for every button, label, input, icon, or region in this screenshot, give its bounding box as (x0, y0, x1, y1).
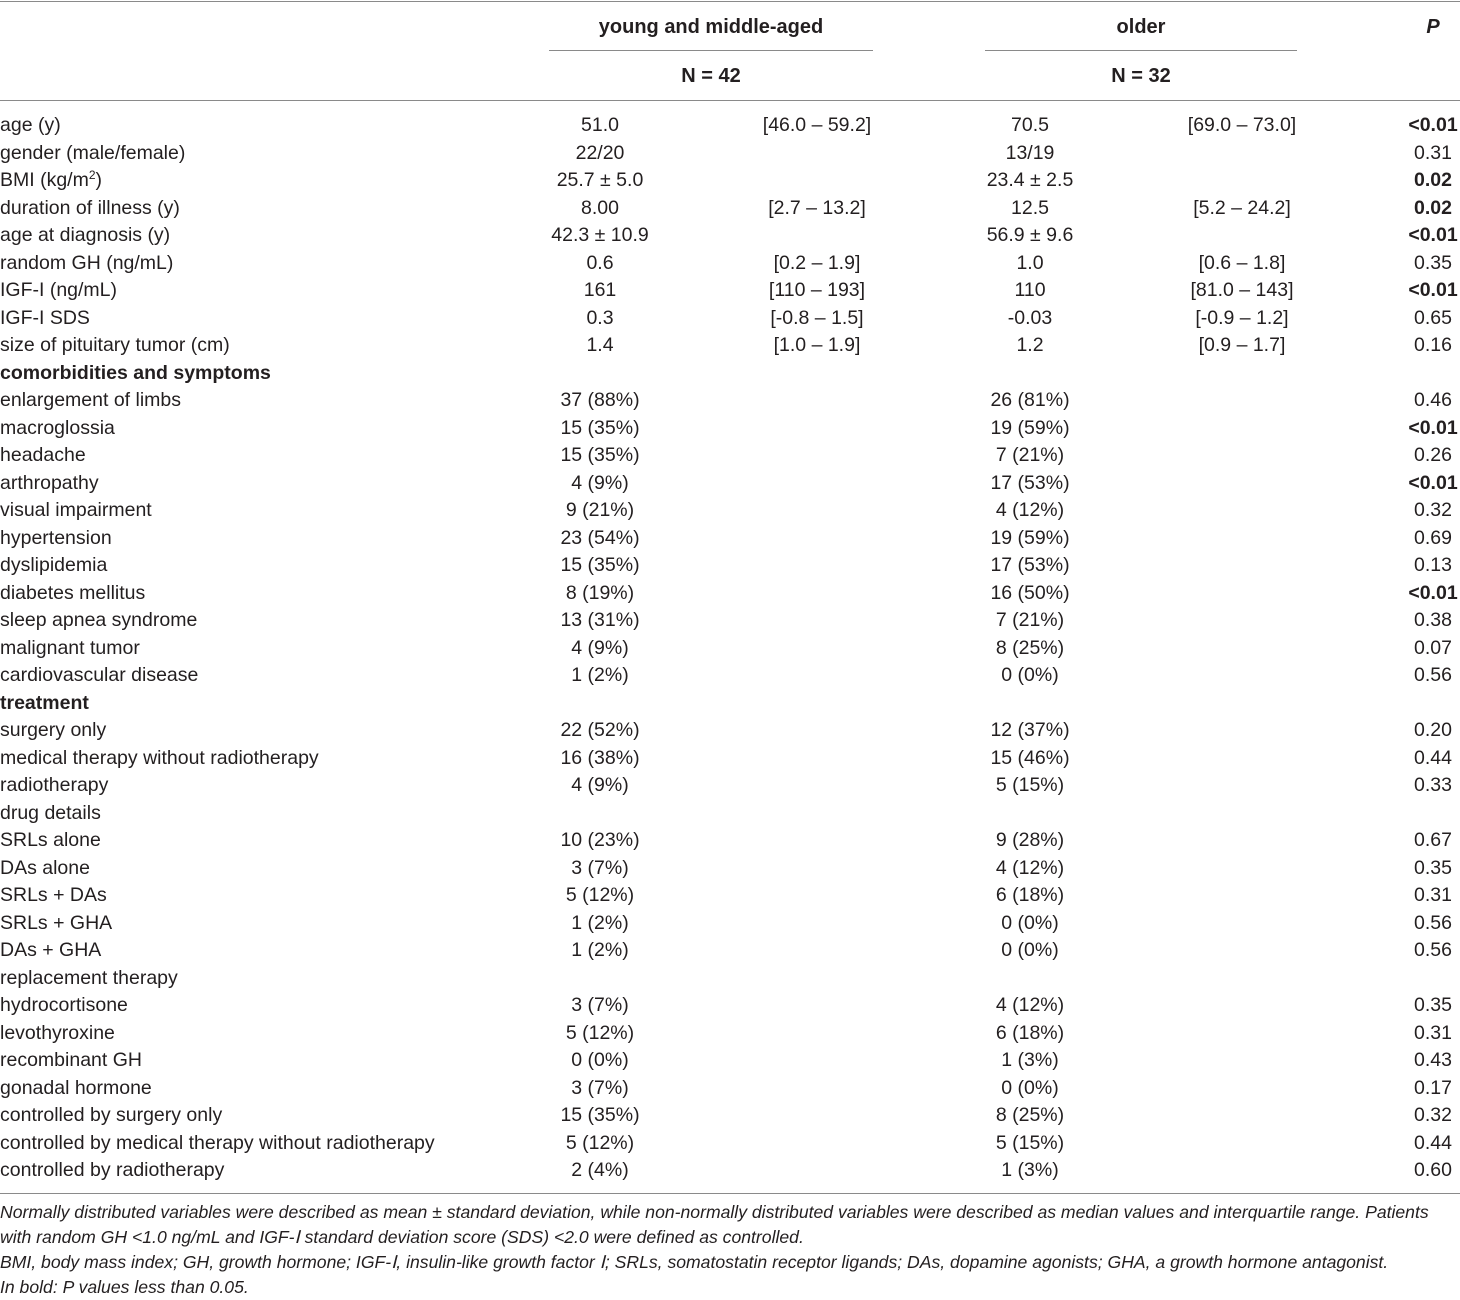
older-range: [69.0 – 73.0] (1187, 114, 1297, 137)
row-label (0, 167, 520, 195)
older-value: 56.9 ± 9.6 (986, 224, 1074, 247)
row-label: random GH (ng/mL) (0, 251, 174, 274)
header-older-n: N = 32 (1111, 65, 1171, 87)
young-middle-aged-value: 13 (31%) (560, 609, 640, 632)
older-value: 5 (15%) (995, 774, 1065, 797)
young-middle-aged-range: [1.0 – 1.9] (773, 334, 861, 357)
table-row (0, 937, 1460, 965)
young-middle-aged-value: 25.7 ± 5.0 (556, 169, 644, 192)
older-value: 17 (53%) (990, 554, 1070, 577)
header-young-middle-aged-underline (549, 50, 873, 51)
older-value: 9 (28%) (995, 829, 1065, 852)
table-row (0, 140, 1460, 168)
young-middle-aged-value: 51.0 (581, 114, 619, 137)
p-value: <0.01 (1408, 581, 1458, 604)
header-p-value: P (1426, 16, 1440, 38)
p-value: 0.32 (1414, 1104, 1452, 1127)
row-label-text: BMI (kg/m (0, 169, 89, 192)
table-row (0, 250, 1460, 278)
older-value: 16 (50%) (990, 581, 1070, 604)
table-row (0, 277, 1460, 305)
header-older: older (1116, 16, 1166, 38)
row-label: DAs alone (0, 856, 90, 879)
older-value: 23.4 ± 2.5 (986, 169, 1074, 192)
footnote-line: Normally distributed variables were described as mean ± standard deviation, while non-normally distributed variables were described as median values and interquartile range. Patients (0, 1202, 1429, 1222)
young-middle-aged-value: 9 (21%) (565, 499, 635, 522)
row-label: gender (male/female) (0, 141, 186, 164)
p-value: 0.65 (1414, 306, 1452, 329)
young-middle-aged-value: 22 (52%) (560, 719, 640, 742)
young-middle-aged-range: [0.2 – 1.9] (773, 251, 861, 274)
table-row (0, 470, 1460, 498)
table-row (0, 745, 1460, 773)
older-value: 12.5 (1011, 196, 1049, 219)
table-row (0, 222, 1460, 250)
older-value: 4 (12%) (995, 994, 1065, 1017)
row-label: radiotherapy (0, 774, 109, 797)
table-row (0, 607, 1460, 635)
older-value: 0 (0%) (1001, 1076, 1059, 1099)
p-value: <0.01 (1408, 224, 1458, 247)
p-value: 0.32 (1414, 499, 1452, 522)
older-range: [-0.9 – 1.2] (1195, 306, 1289, 329)
young-middle-aged-value: 161 (583, 279, 617, 302)
table-row (0, 1075, 1460, 1103)
young-middle-aged-value: 0.6 (586, 251, 614, 274)
p-value: 0.02 (1414, 196, 1452, 219)
table-row (0, 525, 1460, 553)
footnote-line: BMI, body mass index; GH, growth hormone; IGF-Ⅰ, insulin-like growth factor Ⅰ; SRLs, somatostatin receptor ligands; DAs, dopamine agonists; GHA, a growth hormone antagonist. (0, 1252, 1389, 1272)
older-value: 70.5 (1011, 114, 1049, 137)
row-label: duration of illness (y) (0, 196, 180, 219)
row-label: enlargement of limbs (0, 389, 182, 412)
p-value: 0.17 (1414, 1076, 1452, 1099)
young-middle-aged-value: 1 (2%) (571, 911, 629, 934)
table-top-rule (0, 1, 1460, 2)
young-middle-aged-value: 5 (12%) (565, 1131, 635, 1154)
row-label: IGF-I SDS (0, 306, 90, 329)
table-row (0, 552, 1460, 580)
p-value: 0.31 (1414, 1021, 1452, 1044)
row-label: arthropathy (0, 471, 99, 494)
p-value: 0.56 (1414, 939, 1452, 962)
young-middle-aged-value: 23 (54%) (560, 526, 640, 549)
p-value: 0.07 (1414, 636, 1452, 659)
older-range: [5.2 – 24.2] (1193, 196, 1291, 219)
young-middle-aged-value: 4 (9%) (571, 774, 629, 797)
row-label: size of pituitary tumor (cm) (0, 334, 230, 357)
table-row (0, 112, 1460, 140)
older-value: 26 (81%) (990, 389, 1070, 412)
older-value: 0 (0%) (1001, 664, 1059, 687)
p-value: <0.01 (1408, 471, 1458, 494)
row-label: age at diagnosis (y) (0, 224, 171, 247)
young-middle-aged-value: 0.3 (586, 306, 614, 329)
table-footnotes (0, 1200, 1460, 1300)
young-middle-aged-range: [110 – 193] (768, 279, 866, 302)
young-middle-aged-value: 37 (88%) (560, 389, 640, 412)
p-value: 0.46 (1414, 389, 1452, 412)
young-middle-aged-value: 0 (0%) (571, 1049, 629, 1072)
p-value: <0.01 (1408, 416, 1458, 439)
footnote-line: In bold: P values less than 0.05. (0, 1277, 249, 1297)
older-value: 4 (12%) (995, 499, 1065, 522)
row-label: recombinant GH (0, 1049, 142, 1072)
young-middle-aged-value: 5 (12%) (565, 884, 635, 907)
older-value: 13/19 (1005, 141, 1055, 164)
row-label: surgery only (0, 719, 107, 742)
p-value: 0.44 (1414, 746, 1452, 769)
older-value: 19 (59%) (990, 526, 1070, 549)
p-value: 0.60 (1414, 1159, 1452, 1182)
p-value: 0.02 (1414, 169, 1452, 192)
p-value: 0.16 (1414, 334, 1452, 357)
older-value: -0.03 (1007, 306, 1053, 329)
young-middle-aged-value: 15 (35%) (560, 416, 640, 439)
table-row (0, 882, 1460, 910)
older-value: 0 (0%) (1001, 911, 1059, 934)
older-value: 4 (12%) (995, 856, 1065, 879)
young-middle-aged-value: 1 (2%) (571, 664, 629, 687)
table-row (0, 195, 1460, 223)
young-middle-aged-value: 3 (7%) (571, 994, 629, 1017)
table-row (0, 1020, 1460, 1048)
row-label: macroglossia (0, 416, 115, 439)
row-label: cardiovascular disease (0, 664, 199, 687)
table-row (0, 1130, 1460, 1158)
p-value: <0.01 (1408, 114, 1458, 137)
table-row (0, 717, 1460, 745)
table-row (0, 415, 1460, 443)
header-older-underline (985, 50, 1297, 51)
p-value: 0.38 (1414, 609, 1452, 632)
subheader-label: replacement therapy (0, 966, 178, 989)
subheader-row (0, 800, 1460, 828)
young-middle-aged-range: [46.0 – 59.2] (762, 114, 872, 137)
p-value: 0.44 (1414, 1131, 1452, 1154)
p-value: 0.69 (1414, 526, 1452, 549)
row-label: controlled by medical therapy without radiotherapy (0, 1131, 435, 1154)
older-value: 8 (25%) (995, 1104, 1065, 1127)
young-middle-aged-range: [2.7 – 13.2] (768, 196, 866, 219)
row-label: hypertension (0, 526, 112, 549)
p-value: 0.56 (1414, 664, 1452, 687)
p-value: 0.26 (1414, 444, 1452, 467)
table-row (0, 910, 1460, 938)
older-value: 17 (53%) (990, 471, 1070, 494)
p-value: 0.35 (1414, 994, 1452, 1017)
p-value: 0.33 (1414, 774, 1452, 797)
section-header: treatment (0, 691, 89, 714)
young-middle-aged-value: 10 (23%) (560, 829, 640, 852)
older-value: 1 (3%) (1001, 1159, 1059, 1182)
row-label: visual impairment (0, 499, 152, 522)
section-header-row (0, 690, 1460, 718)
table-row (0, 772, 1460, 800)
p-value: 0.13 (1414, 554, 1452, 577)
young-middle-aged-value: 3 (7%) (571, 856, 629, 879)
young-middle-aged-range: [-0.8 – 1.5] (770, 306, 864, 329)
table-row (0, 305, 1460, 333)
older-value: 110 (1014, 279, 1046, 302)
table-row (0, 387, 1460, 415)
young-middle-aged-value: 22/20 (575, 141, 625, 164)
young-middle-aged-value: 4 (9%) (571, 636, 629, 659)
p-value: 0.20 (1414, 719, 1452, 742)
young-middle-aged-value: 16 (38%) (560, 746, 640, 769)
row-label-text-end: ) (95, 169, 103, 192)
row-label: controlled by surgery only (0, 1104, 223, 1127)
older-value: 7 (21%) (995, 444, 1065, 467)
header-young-middle-aged-n: N = 42 (681, 65, 741, 87)
p-value: 0.67 (1414, 829, 1452, 852)
young-middle-aged-value: 8.00 (581, 196, 619, 219)
row-label: sleep apnea syndrome (0, 609, 198, 632)
older-value: 1.2 (1016, 334, 1044, 357)
p-value: 0.56 (1414, 911, 1452, 934)
older-value: 15 (46%) (990, 746, 1070, 769)
table-row (0, 497, 1460, 525)
table-row (0, 580, 1460, 608)
header-young-middle-aged: young and middle-aged (598, 16, 824, 38)
row-label: dyslipidemia (0, 554, 108, 577)
older-value: 6 (18%) (995, 1021, 1065, 1044)
row-label: SRLs alone (0, 829, 101, 852)
row-label: medical therapy without radiotherapy (0, 746, 319, 769)
row-label: malignant tumor (0, 636, 140, 659)
young-middle-aged-value: 8 (19%) (565, 581, 635, 604)
row-label: SRLs + DAs (0, 884, 107, 907)
table-bottom-rule (0, 1193, 1460, 1194)
young-middle-aged-value: 4 (9%) (571, 471, 629, 494)
older-range: [0.9 – 1.7] (1198, 334, 1286, 357)
table-row (0, 635, 1460, 663)
table-row (0, 992, 1460, 1020)
young-middle-aged-value: 15 (35%) (560, 444, 640, 467)
older-value: 8 (25%) (995, 636, 1065, 659)
row-label: diabetes mellitus (0, 581, 146, 604)
older-value: 1.0 (1016, 251, 1044, 274)
p-value: 0.31 (1414, 884, 1452, 907)
row-label: SRLs + GHA (0, 911, 113, 934)
young-middle-aged-value: 15 (35%) (560, 554, 640, 577)
row-label: levothyroxine (0, 1021, 115, 1044)
older-value: 5 (15%) (995, 1131, 1065, 1154)
older-value: 12 (37%) (990, 719, 1070, 742)
table-row (0, 827, 1460, 855)
row-label-superscript: 2 (88, 168, 96, 183)
row-label: IGF-I (ng/mL) (0, 279, 118, 302)
p-value: 0.43 (1414, 1049, 1452, 1072)
table-row (0, 662, 1460, 690)
young-middle-aged-value: 15 (35%) (560, 1104, 640, 1127)
header-bottom-rule (0, 100, 1460, 101)
young-middle-aged-value: 1 (2%) (571, 939, 629, 962)
row-label: controlled by radiotherapy (0, 1159, 225, 1182)
young-middle-aged-value: 5 (12%) (565, 1021, 635, 1044)
p-value: <0.01 (1408, 279, 1458, 302)
section-header-row (0, 360, 1460, 388)
p-value: 0.31 (1414, 141, 1452, 164)
section-header: comorbidities and symptoms (0, 361, 271, 384)
table-row (0, 332, 1460, 360)
older-range: [81.0 – 143] (1190, 279, 1294, 302)
young-middle-aged-value: 1.4 (586, 334, 614, 357)
row-label: DAs + GHA (0, 939, 102, 962)
row-label: headache (0, 444, 86, 467)
older-value: 19 (59%) (990, 416, 1070, 439)
p-value: 0.35 (1414, 251, 1452, 274)
young-middle-aged-value: 2 (4%) (571, 1159, 629, 1182)
older-value: 0 (0%) (1001, 939, 1059, 962)
row-label: hydrocortisone (0, 994, 128, 1017)
young-middle-aged-value: 42.3 ± 10.9 (551, 224, 649, 247)
table-row (0, 1047, 1460, 1075)
table-body (0, 112, 1460, 1185)
young-middle-aged-value: 3 (7%) (571, 1076, 629, 1099)
table-row (0, 1157, 1460, 1185)
row-label: age (y) (0, 114, 61, 137)
table-row (0, 1102, 1460, 1130)
older-value: 1 (3%) (1001, 1049, 1059, 1072)
p-value: 0.35 (1414, 856, 1452, 879)
table-row (0, 442, 1460, 470)
older-range: [0.6 – 1.8] (1198, 251, 1286, 274)
older-value: 6 (18%) (995, 884, 1065, 907)
row-label: gonadal hormone (0, 1076, 152, 1099)
subheader-label: drug details (0, 801, 101, 824)
table-row (0, 167, 1460, 195)
subheader-row (0, 965, 1460, 993)
footnote-line: with random GH <1.0 ng/mL and IGF-Ⅰ standard deviation score (SDS) <2.0 were defined as controlled. (0, 1227, 804, 1247)
table-row (0, 855, 1460, 883)
older-value: 7 (21%) (995, 609, 1065, 632)
